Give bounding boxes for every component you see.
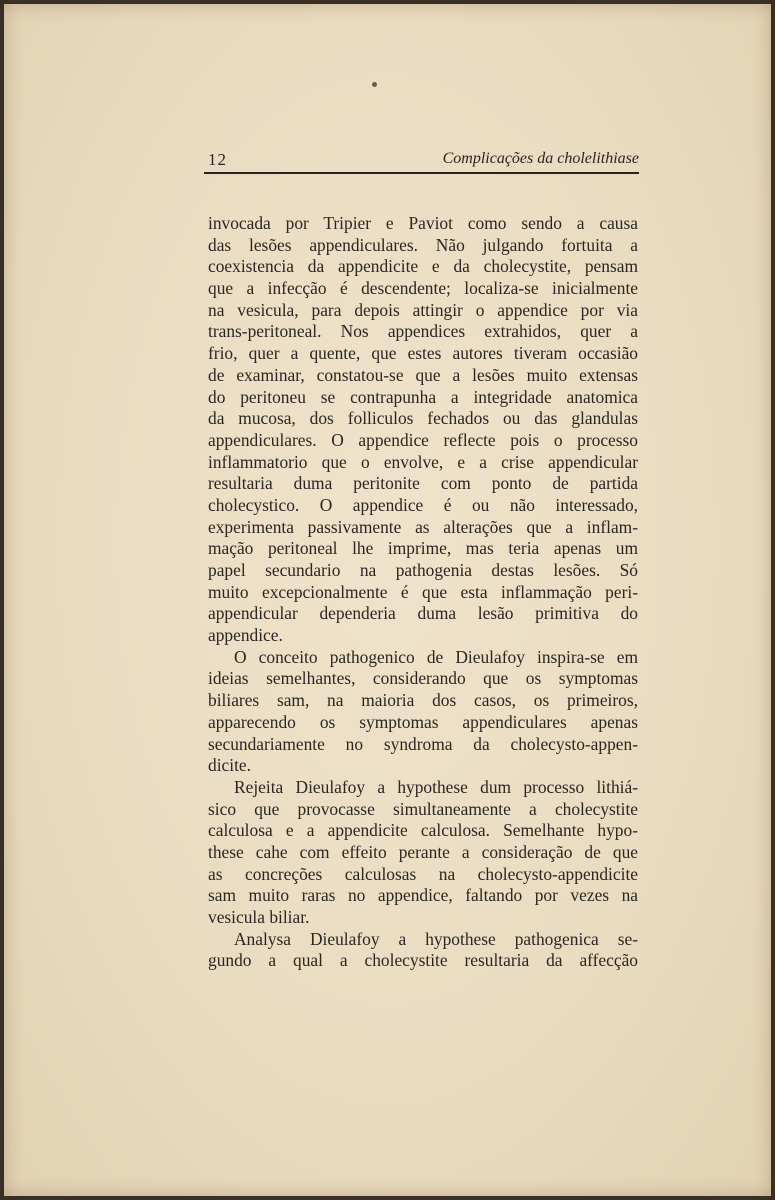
text-line: gundo a qual a cholecystite resultaria da affecção bbox=[208, 950, 638, 971]
text-line: cholecystico. O appendice é ou não interessado, bbox=[208, 494, 638, 515]
text-line: invocada por Tripier e Paviot como sendo a causa bbox=[208, 213, 638, 233]
page-header bbox=[204, 150, 639, 174]
text-line: appendiculares. O appendice reflecte pois o processo bbox=[208, 429, 638, 450]
text-line: sam muito raras no appendice, faltando por vezes na bbox=[208, 885, 638, 906]
body-text bbox=[208, 213, 638, 972]
text-line: do peritoneu se contrapunha a integridade anatomica bbox=[208, 386, 638, 407]
text-line: inflammatorio que o envolve, e a crise appendicular bbox=[208, 451, 638, 472]
text-line: que a infecção é descendente; localiza-se inicialmente bbox=[208, 278, 638, 299]
text-line: na vesicula, para depois attingir o appendice por via bbox=[208, 299, 638, 320]
book-page bbox=[4, 4, 771, 1196]
text-line: sico que provocasse simultaneamente a cholecystite bbox=[208, 798, 638, 819]
text-line: dicite. bbox=[208, 755, 251, 776]
text-line: secundariamente no syndroma da cholecysto-appen- bbox=[208, 733, 638, 754]
text-line: trans-peritoneal. Nos appendices extrahidos, quer a bbox=[208, 321, 638, 342]
text-line: these cahe com effeito perante a consideração de que bbox=[208, 841, 638, 862]
text-line: papel secundario na pathogenia destas lesões. Só bbox=[208, 560, 638, 580]
text-line: resultaria duma peritonite com ponto de partida bbox=[208, 473, 638, 494]
text-line: O conceito pathogenico de Dieulafoy inspira-se em bbox=[234, 646, 638, 667]
text-line: as concreções calculosas na cholecysto-appendicite bbox=[208, 863, 638, 884]
text-line: ideias semelhantes, considerando que os symptomas bbox=[208, 668, 638, 689]
text-line: appendice. bbox=[208, 625, 283, 646]
text-line: de examinar, constatou-se que a lesões muito extensas bbox=[208, 364, 638, 385]
text-line: da mucosa, dos folliculos fechados ou das glandulas bbox=[208, 408, 638, 429]
text-line: frio, quer a quente, que estes autores tiveram occasião bbox=[208, 343, 638, 364]
text-line: experimenta passivamente as alterações que a inflam- bbox=[208, 516, 638, 537]
text-line: apparecendo os symptomas appendiculares apenas bbox=[208, 711, 638, 732]
text-line: vesicula biliar. bbox=[208, 907, 310, 927]
text-line: Rejeita Dieulafoy a hypothese dum processo lithiá- bbox=[234, 776, 638, 797]
running-title: Complicações da cholelithiase bbox=[442, 150, 639, 167]
text-line: Analysa Dieulafoy a hypothese pathogenica se- bbox=[234, 928, 638, 949]
text-line: das lesões appendiculares. Não julgando fortuita a bbox=[208, 234, 638, 255]
page-number: 12 bbox=[208, 150, 227, 169]
text-line: muito excepcionalmente é que esta inflammação peri- bbox=[208, 581, 638, 602]
ink-spot bbox=[372, 82, 377, 87]
text-line: mação peritoneal lhe imprime, mas teria apenas um bbox=[208, 538, 638, 559]
text-line: biliares sam, na maioria dos casos, os primeiros, bbox=[208, 690, 638, 711]
text-line: calculosa e a appendicite calculosa. Semelhante hypo- bbox=[208, 820, 638, 841]
text-line: coexistencia da appendicite e da cholecystite, pensam bbox=[208, 256, 638, 277]
text-line: appendicular dependeria duma lesão primitiva do bbox=[208, 603, 638, 624]
